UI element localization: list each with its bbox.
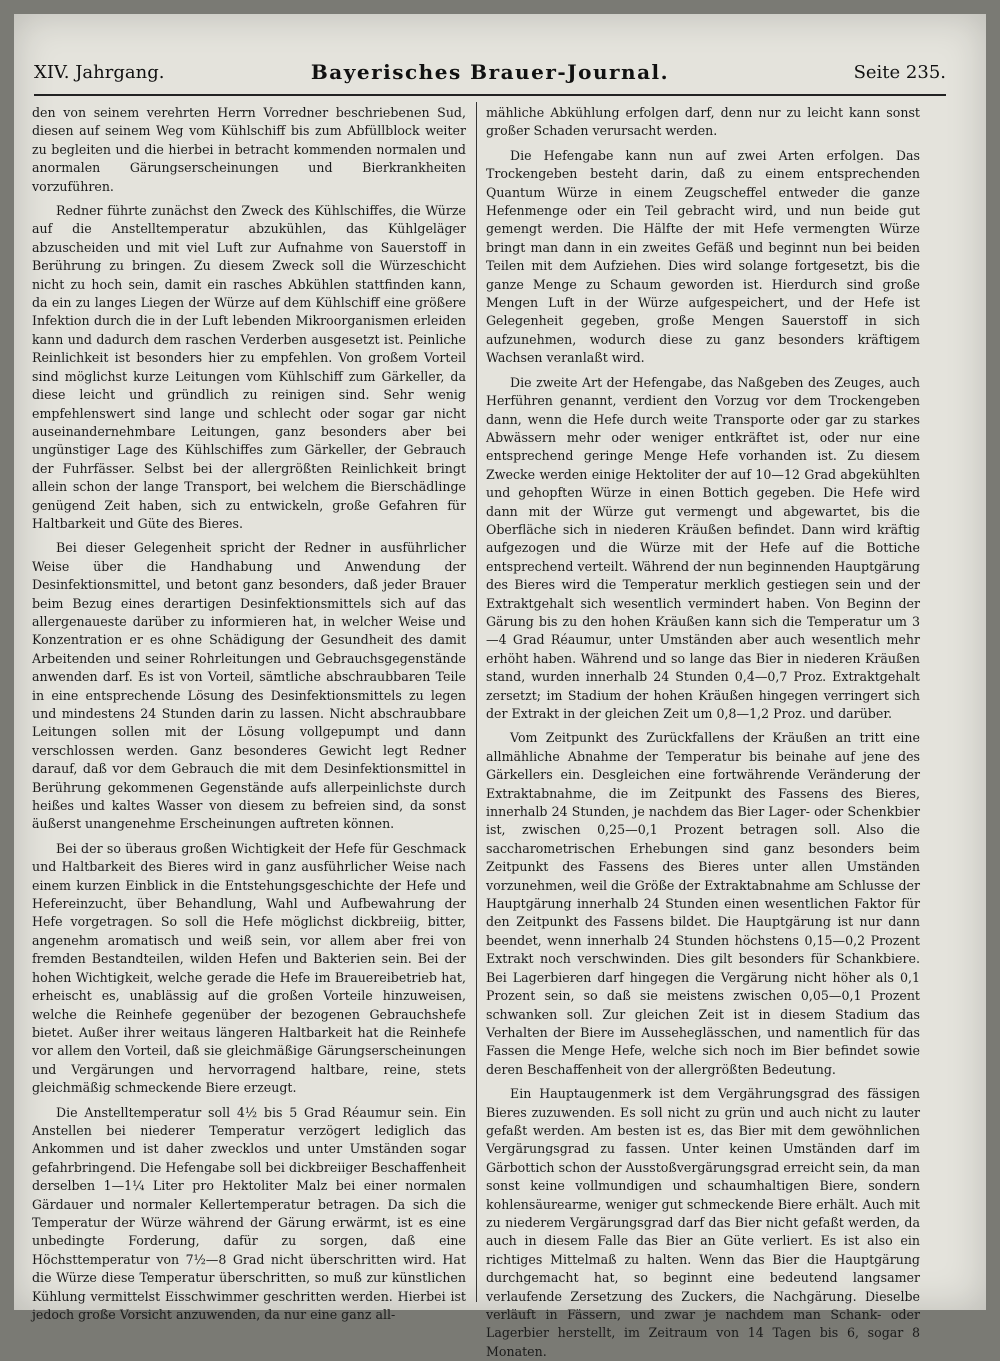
journal-title: Bayerisches Brauer-Journal. bbox=[310, 60, 670, 84]
paragraph: den von seinem verehrten Herrn Vorredner beschriebenen Sud, diesen auf seinem Weg vom Kühlschiff bis zum Abfüllblock weiter zu begleiten und die hierbei in betracht kommenden normalen und anormalen Gärungserscheinungen und Bierkrankheiten vorzuführen. bbox=[32, 105, 466, 194]
right-column bbox=[486, 104, 920, 1359]
volume-label: XIV. Jahrgang. bbox=[34, 62, 165, 83]
paragraph: Vom Zeitpunkt des Zurückfallens der Kräußen an tritt eine allmähliche Abnahme der Temperatur bis beinahe auf jene des Gärkellers ein. Desgleichen eine fortwährende Veränderung der Extraktabnahme, die im Zeitpunkt des Fassens des Bieres, innerhalb 24 Stunden, je nachdem das Bier Lager- oder Schenkbier ist, zwischen 0,25—0,1 Prozent betragen soll. Also die saccharometrischen Erhebungen sind ganz besonders beim Zeitpunkt des Fassens des Bieres unter allen Umständen vorzunehmen, weil die Größe der Extraktabnahme am Schlusse der Hauptgärung innerhalb 24 Stunden einen wesentlichen Faktor für den Zeitpunkt des Fassens bildet. Die Hauptgärung ist nur dann beendet, wenn innerhalb 24 Stunden höchstens 0,15—0,2 Prozent Extrakt noch verschwinden. Dies gilt besonders für Schankbiere. Bei Lagerbieren darf hingegen die Vergärung nicht höher als 0,1 Prozent sein, so daß sie meistens zwischen 0,05—0,1 Prozent schwanken soll. Zur gleichen Zeit ist in diesem Stadium das Verhalten der Biere im Ausseheglässchen, und namentlich für das Fassen die Menge Hefe, welche sich noch im Bier befindet sowie deren Beschaffenheit von der allergrößten Bedeutung. bbox=[486, 730, 920, 1077]
paragraph: Die zweite Art der Hefengabe, das Naßgeben des Zeuges, auch Herführen genannt, verdient den Vorzug vor dem Trockengeben dann, wenn die Hefe durch weite Transporte oder gar zu starkes Abwässern mehr oder weniger entkräftet ist, oder nur eine entsprechend geringe Menge Hefe vorhanden ist. Zu diesem Zwecke werden einige Hektoliter der auf 10—12 Grad abgekühlten und gehopften Würze in einen Bottich gegeben. Die Hefe wird dann mit der Würze gut vermengt und abgewartet, bis die Oberfläche sich in niederen Kräußen befindet. Dann wird kräftig aufgezogen und die Würze mit der Hefe auf die Bottiche entsprechend verteilt. Während der nun beginnenden Hauptgärung des Bieres wird die Temperatur merklich gestiegen sein und der Extraktgehalt sich wesentlich vermindert haben. Von Beginn der Gärung bis zu den hohen Kräußen kann sich die Temperatur um 3—4 Grad Réaumur, unter Umständen aber auch wesentlich mehr erhöht haben. Während und so lange das Bier in niederen Kräußen stand, wurden innerhalb 24 Stunden 0,4—0,7 Proz. Extraktgehalt zersetzt; im Stadium der hohen Kräußen hingegen verringert sich der Extrakt in der gleichen Zeit um 0,8—1,2 Proz. und darüber. bbox=[486, 374, 920, 721]
paragraph: Die Hefengabe kann nun auf zwei Arten erfolgen. Das Trockengeben besteht darin, daß zu einem entsprechenden Quantum Würze in einem Zeugscheffel entweder die ganze Hefenmenge oder ein Teil gebracht wird, und nun beide gut gemengt werden. Die Hälfte der mit Hefe vermengten Würze bringt man dann in ein zweites Gefäß und beginnt nun bei beiden Teilen mit dem Aufziehen. Dies wird solange fortgesetzt, bis die ganze Menge zu Schaum geworden ist. Hierdurch sind große Mengen Luft in der Würze aufgespeichert, und der Hefe ist Gelegenheit gegeben, große Mengen Sauerstoff in sich aufzunehmen, wodurch diese zu ganz besonders kräftigem Wachsen veranlaßt wird. bbox=[486, 147, 920, 366]
paragraph: Die Anstelltemperatur soll 4½ bis 5 Grad Réaumur sein. Ein Anstellen bei niederer Temperatur verzögert lediglich das Ankommen und ist daher zwecklos und unter Umständen sogar gefahrbringend. Die Hefengabe soll bei dickbreiiger Beschaffenheit derselben 1—1¼ Liter pro Hektoliter Malz bei einer normalen Gärdauer und normaler Kellertemperatur betragen. Da sich die Temperatur der Würze während der Gärung erwärmt, ist es eine unbedingte Forderung, dafür zu sorgen, daß eine Höchsttemperatur von 7½—8 Grad nicht überschritten wird. Hat die Würze diese Temperatur überschritten, so muß zur künstlichen Kühlung vermittelst Eisschwimmer geschritten werden. Hierbei ist jedoch große Vorsicht anzuwenden, da nur eine ganz all- bbox=[32, 1104, 466, 1322]
paragraph: Bei dieser Gelegenheit spricht der Redner in ausführlicher Weise über die Handhabung und Anwendung der Desinfektionsmittel, und betont ganz besonders, daß jeder Brauer beim Bezug eines derartigen Desinfektionsmittels sich auf das allergenaueste darüber zu informieren hat, in welcher Weise und Konzentration er es ohne Schädigung der Gesundheit des damit Arbeitenden und seiner Rohrleitungen und Gebrauchsgegenstände anwenden darf. Es ist von Vorteil, sämtliche abschraubbaren Teile in eine entsprechende Lösung des Desinfektionsmittels zu legen und mindestens 24 Stunden darin zu lassen. Nicht abschraubbare Leitungen sollen mit der Lösung vollgepumpt und dann verschlossen werden. Ganz besonderes Gewicht legt Redner darauf, daß vor dem Gebrauch die mit dem Desinfektionsmittel in Berührung gekommenen Gegenstände aufs allerpeinlichste durch heißes und kaltes Wasser von diesem zu befreien sind, da sonst äußerst unangenehme Erscheinungen auftreten können. bbox=[32, 540, 466, 832]
paragraph: mähliche Abkühlung erfolgen darf, denn nur zu leicht kann sonst großer Schaden verursacht werden. bbox=[486, 105, 920, 139]
newspaper-page bbox=[14, 14, 986, 1359]
page-number: Seite 235. bbox=[853, 62, 946, 83]
left-column bbox=[32, 104, 466, 1322]
page-header bbox=[34, 60, 946, 96]
column-divider bbox=[476, 102, 477, 1302]
paragraph: Bei der so überaus großen Wichtigkeit der Hefe für Geschmack und Haltbarkeit des Bieres wird in ganz ausführlicher Weise nach einem kurzen Einblick in die Entstehungsgeschichte der Hefe und Hefereinzucht, über Behandlung, Wahl und Aufbewahrung der Hefe vorgetragen. So soll die Hefe möglichst dickbreiig, bitter, angenehm aromatisch und weiß sein, vor allem aber frei von fremden Bestandteilen, wilden Hefen und Bakterien sein. Bei der hohen Wichtigkeit, welche gerade die Hefe im Brauereibetrieb hat, erheischt es, unablässig auf die großen Vorteile hinzuweisen, welche die Reinhefe gegenüber der bezogenen Gebrauchshefe bietet. Außer ihrer weitaus längeren Haltbarkeit hat die Reinhefe vor allem den Vorteil, daß sie gleichmäßige Gärungserscheinungen und Vergärungen und hervorragend haltbare, reine, stets gleichmäßig schmeckende Biere erzeugt. bbox=[32, 840, 466, 1096]
paragraph: Ein Hauptaugenmerk ist dem Vergährungsgrad des fässigen Bieres zuzuwenden. Es soll nicht zu grün und auch nicht zu lauter gefaßt werden. Am besten ist es, das Bier mit dem gewöhnlichen Vergärungsgrad zu fassen. Unter keinen Umständen darf im Gärbottich schon der Ausstoßvergärungsgrad erreicht sein, da man sonst keine vollmundigen und schaumhaltigen Biere, sondern kohlensäurearme, weniger gut schmeckende Biere erhält. Auch mit zu niederem Vergärungsgrad darf das Bier nicht gefaßt werden, da auch in diesem Falle das Bier an Güte verliert. Es ist also ein richtiges Mittelmaß zu halten. Wenn das Bier die Hauptgärung durchgemacht hat, so beginnt eine bedeutend langsamer verlaufende Zersetzung des Zuckers, die Nachgärung. Dieselbe verläuft in Fässern, und zwar je nachdem man Schank- oder Lagerbier herstellt, im Zeitraum von 14 Tagen bis 6, sogar 8 Monaten. bbox=[486, 1086, 920, 1359]
paragraph: Redner führte zunächst den Zweck des Kühlschiffes, die Würze auf die Anstelltemperatur abzukühlen, das Kühlgeläger abzuscheiden und mit viel Luft zur Aufnahme von Sauerstoff in Berührung zu bringen. Zu diesem Zweck soll die Würzeschicht nicht zu hoch sein, damit ein rasches Abkühlen stattfinden kann, da ein zu langes Liegen der Würze auf dem Kühlschiff eine größere Infektion durch die in der Luft lebenden Mikroorganismen erleiden kann und dadurch dem raschen Verderben ausgesetzt ist. Peinliche Reinlichkeit ist besonders hier zu empfehlen. Von großem Vorteil sind möglichst kurze Leitungen vom Kühlschiff zum Gärkeller, da diese leicht und gründlich zu reinigen sind. Sehr wenig empfehlenswert sind lange und schlecht oder sogar gar nicht auseinandernehmbare Leitungen, ganz besonders aber bei ungünstiger Lage des Kühlschiffes zum Gärkeller, der Gebrauch der Fuhrfässer. Selbst bei der allergrößten Reinlichkeit bringt allein schon der lange Transport, bei welchem die Bierschädlinge genügend Zeit haben, sich zu entwickeln, große Gefahren für Haltbarkeit und Güte des Bieres. bbox=[32, 203, 466, 531]
